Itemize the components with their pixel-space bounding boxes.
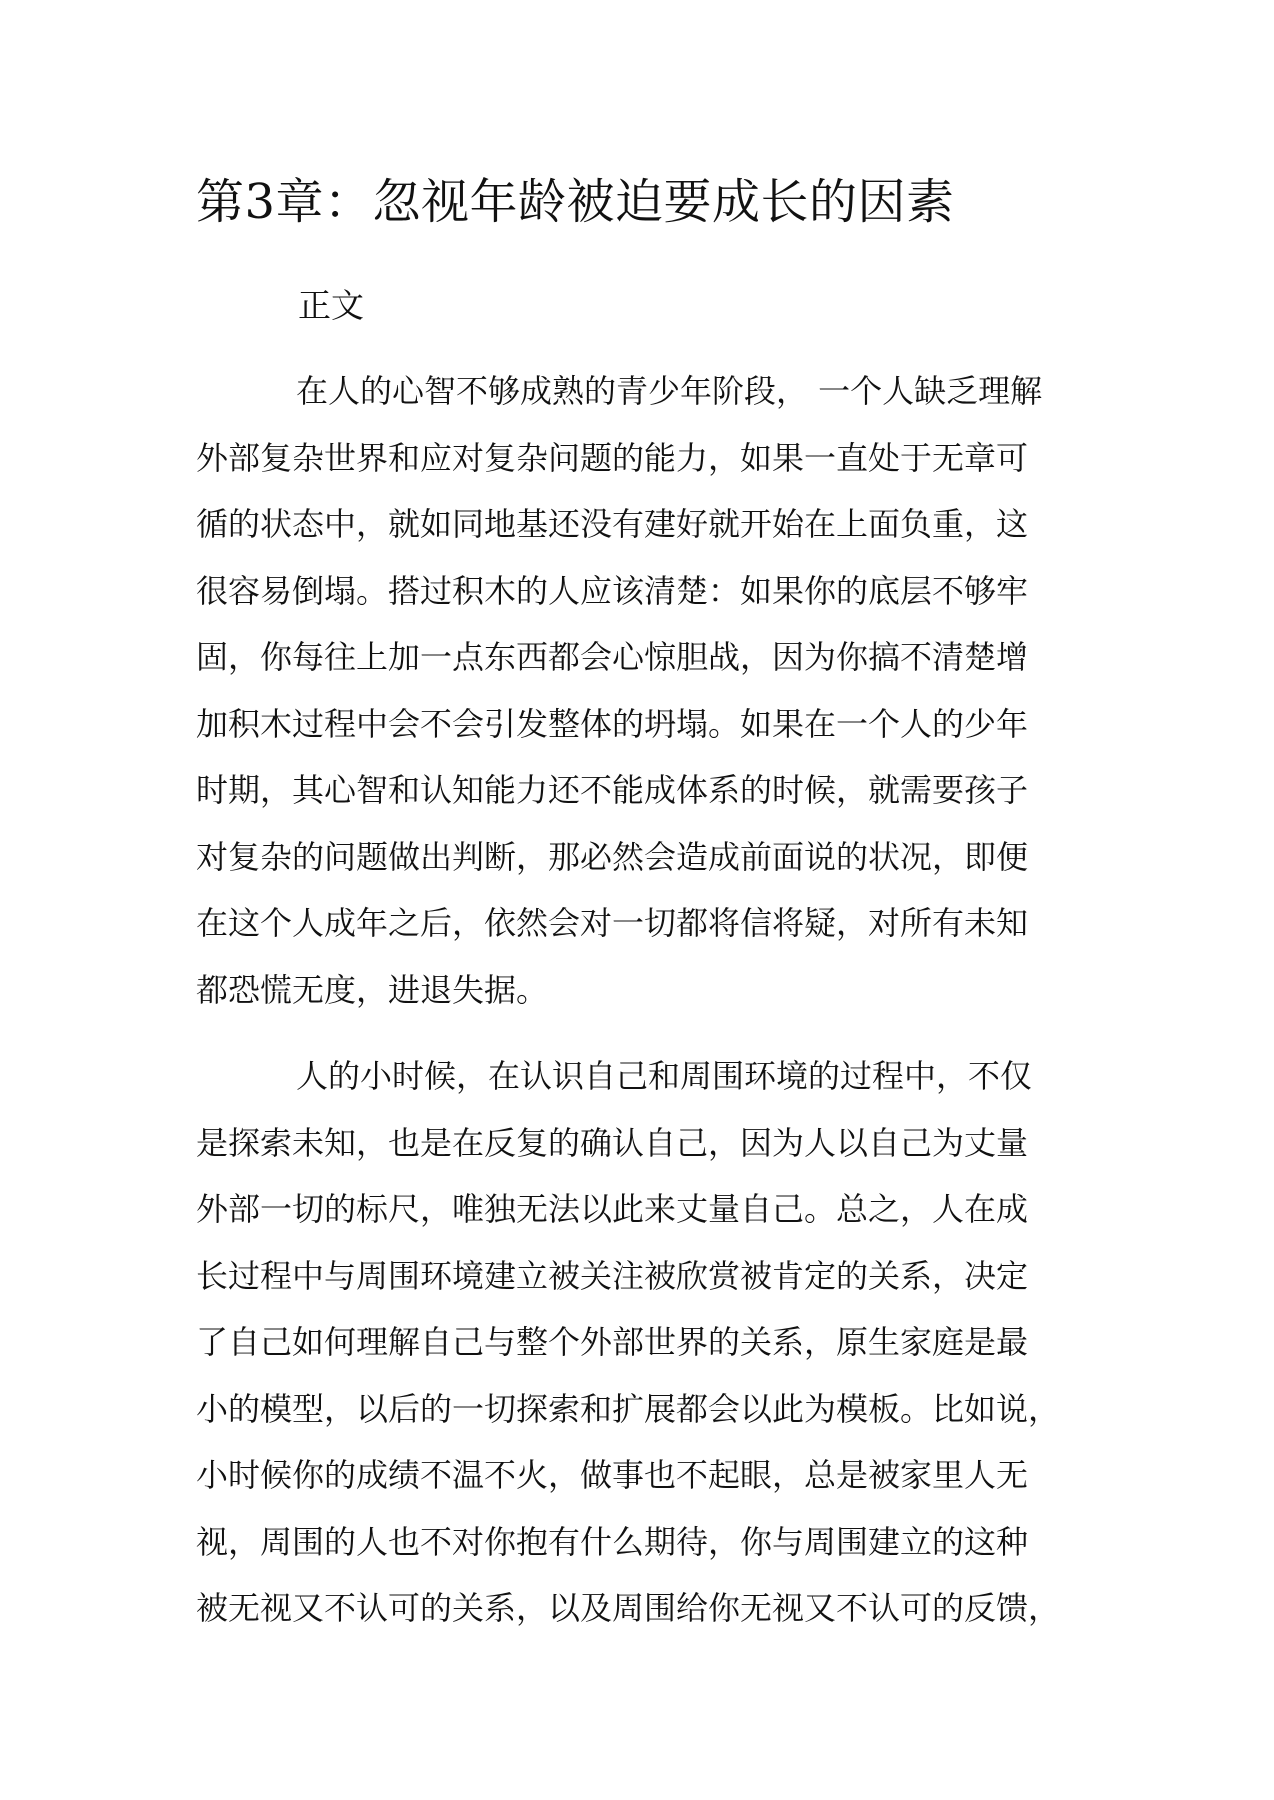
paragraph-line: 小时候你的成绩不温不火，做事也不起眼，总是被家里人无 (196, 1456, 1029, 1494)
paragraph-line: 加积木过程中会不会引发整体的坍塌。如果在一个人的少年 (196, 704, 1029, 743)
paragraph-line: 小的模型，以后的一切探索和扩展都会以此为模板。比如说， (196, 1389, 1061, 1428)
paragraph-line: 在这个人成年之后，依然会对一切都将信将疑，对所有未知 (196, 904, 1029, 942)
paragraph-line: 外部一切的标尺，唯独无法以此来丈量自己。总之，人在成 (196, 1190, 1029, 1228)
body-paragraph (196, 1043, 1096, 1642)
paragraph-line: 对复杂的问题做出判断，那必然会造成前面说的状况，即便 (196, 837, 1029, 876)
body-paragraph (196, 358, 1096, 1023)
paragraph-line: 外部复杂世界和应对复杂问题的能力，如果一直处于无章可 (196, 438, 1029, 477)
paragraph-line: 循的状态中，就如同地基还没有建好就开始在上面负重，这 (196, 505, 1029, 543)
paragraph-line: 都恐慌无度，进退失据。 (196, 970, 549, 1009)
paragraph-line: 了自己如何理解自己与整个外部世界的关系，原生家庭是最 (196, 1323, 1029, 1361)
section-label: 正文 (298, 286, 364, 325)
paragraph-line: 是探索未知，也是在反复的确认自己，因为人以自己为丈量 (196, 1123, 1029, 1162)
paragraph-line: 长过程中与周围环境建立被关注被欣赏被肯定的关系，决定 (196, 1256, 1029, 1295)
paragraph-line: 被无视又不认可的关系，以及周围给你无视又不认可的反馈， (196, 1589, 1061, 1627)
chapter-title: 第3章：忽视年龄被迫要成长的因素 (196, 174, 955, 230)
paragraph-line: 人的小时候，在认识自己和周围环境的过程中，不仅 (296, 1057, 1033, 1095)
paragraph-line: 时期，其心智和认知能力还不能成体系的时候，就需要孩子 (196, 771, 1029, 809)
paragraph-line: 很容易倒塌。搭过积木的人应该清楚：如果你的底层不够牢 (196, 571, 1029, 610)
paragraph-line: 视，周围的人也不对你抱有什么期待，你与周围建立的这种 (196, 1522, 1029, 1561)
paragraph-line: 固，你每往上加一点东西都会心惊胆战，因为你搞不清楚增 (196, 638, 1029, 676)
paragraph-line: 在人的心智不够成熟的青少年阶段， 一个人缺乏理解 (296, 372, 1043, 410)
